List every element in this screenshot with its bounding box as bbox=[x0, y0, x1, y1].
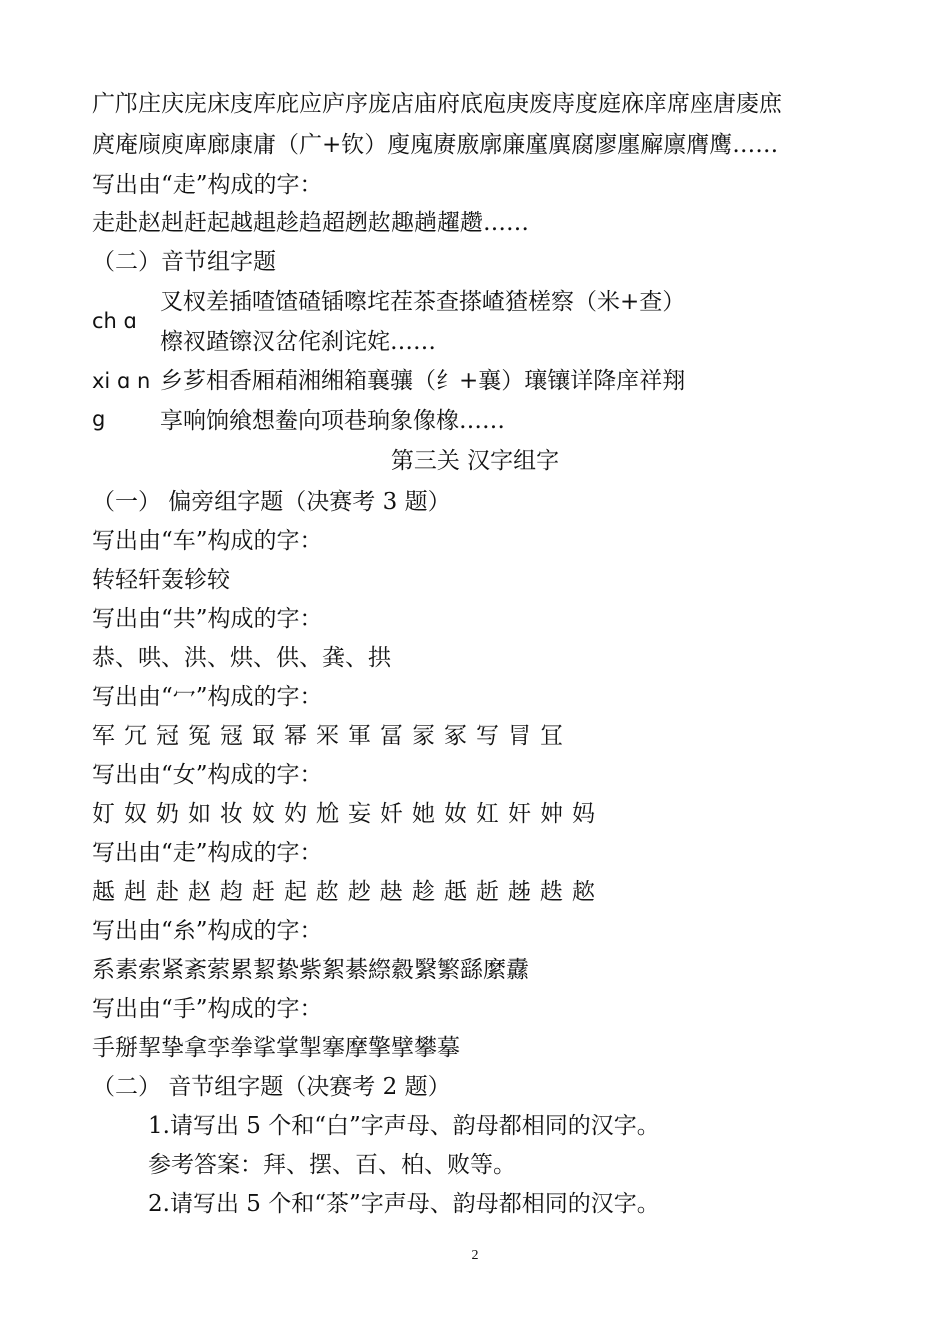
zou-chars-1: 走赴赵赳赶起越趄趁趋超趔赼趣趟趯趱…… bbox=[92, 210, 529, 236]
pianpang-heading: （一） 偏旁组字题（决赛考 3 题） bbox=[92, 489, 451, 515]
xiang-pinyin-1: xi ɑ n bbox=[92, 369, 151, 393]
guang-chars-line-2: 庹庵庼庾庳廊康庸（广+钦）廋廆赓廒廓廉廑廙腐廖廛廨廪膺鹰…… bbox=[92, 132, 779, 158]
yinjie-heading-2: （二） 音节组字题（决赛考 2 题） bbox=[92, 1074, 451, 1100]
page-number: 2 bbox=[471, 1248, 479, 1263]
shou-chars: 手掰挈挚拿孪拳挲掌掣搴摩擎擘攀摹 bbox=[92, 1035, 460, 1061]
mi-chars: 军冗冠冤冦冣幂冞軍冨冡冢写冐冝 bbox=[92, 723, 572, 749]
mi2-chars: 系素索紧紊萦累絜絷紫絮綦縩縠繄繁繇縻纛 bbox=[92, 957, 529, 983]
question-2: 2.请写出 5 个和“茶”字声母、韵母都相同的汉字。 bbox=[148, 1191, 660, 1217]
che-prompt: 写出由“车”构成的字： bbox=[92, 528, 323, 554]
gong-prompt: 写出由“共”构成的字： bbox=[92, 606, 323, 632]
mi-prompt: 写出由“冖”构成的字： bbox=[92, 684, 323, 710]
section-title: 第三关 汉字组字 bbox=[390, 448, 560, 474]
zou-chars-2: 趆赳赴赵赹赶起赼赻赽趁赿赾趀趃趑 bbox=[92, 879, 604, 905]
cha-pinyin: ch ɑ bbox=[92, 309, 137, 333]
gong-chars: 恭、哄、洪、烘、供、龚、拱 bbox=[92, 645, 391, 671]
che-chars: 转轻轩轰轸较 bbox=[92, 567, 230, 593]
guang-chars-line-1: 广邝庄庆庑床庋库庇应庐序庞店庙府底庖庚废庤度庭庥庠席座唐庱庶 bbox=[92, 91, 782, 117]
zou-prompt-2: 写出由“走”构成的字： bbox=[92, 840, 323, 866]
mi2-prompt: 写出由“糸”构成的字： bbox=[92, 918, 323, 944]
cha-chars: 叉杈差插喳馇碴锸嚓垞茬茶查搽嵖猹槎察（米+查）檫衩蹅镲汊岔侘刹诧姹…… bbox=[160, 289, 686, 355]
zou-prompt-1: 写出由“走”构成的字： bbox=[92, 172, 323, 198]
shou-prompt: 写出由“手”构成的字： bbox=[92, 996, 323, 1022]
nv-prompt: 写出由“女”构成的字： bbox=[92, 762, 323, 788]
nv-chars: 奵奴奶如妆妏妁尬妄奷她奻妅奸妕妈 bbox=[92, 801, 604, 827]
question-1: 1.请写出 5 个和“白”字声母、韵母都相同的汉字。 bbox=[148, 1113, 660, 1139]
answer-1: 参考答案：拜、摆、百、柏、败等。 bbox=[148, 1152, 516, 1178]
xiang-pinyin-2: g bbox=[92, 407, 106, 431]
xiang-chars: 乡芗相香厢葙湘缃箱襄骧（纟+襄）瓖镶详降庠祥翔享响饷飨想鲞向项巷珦象像橡…… bbox=[160, 368, 686, 434]
yinjie-heading-1: （二）音节组字题 bbox=[92, 249, 276, 275]
